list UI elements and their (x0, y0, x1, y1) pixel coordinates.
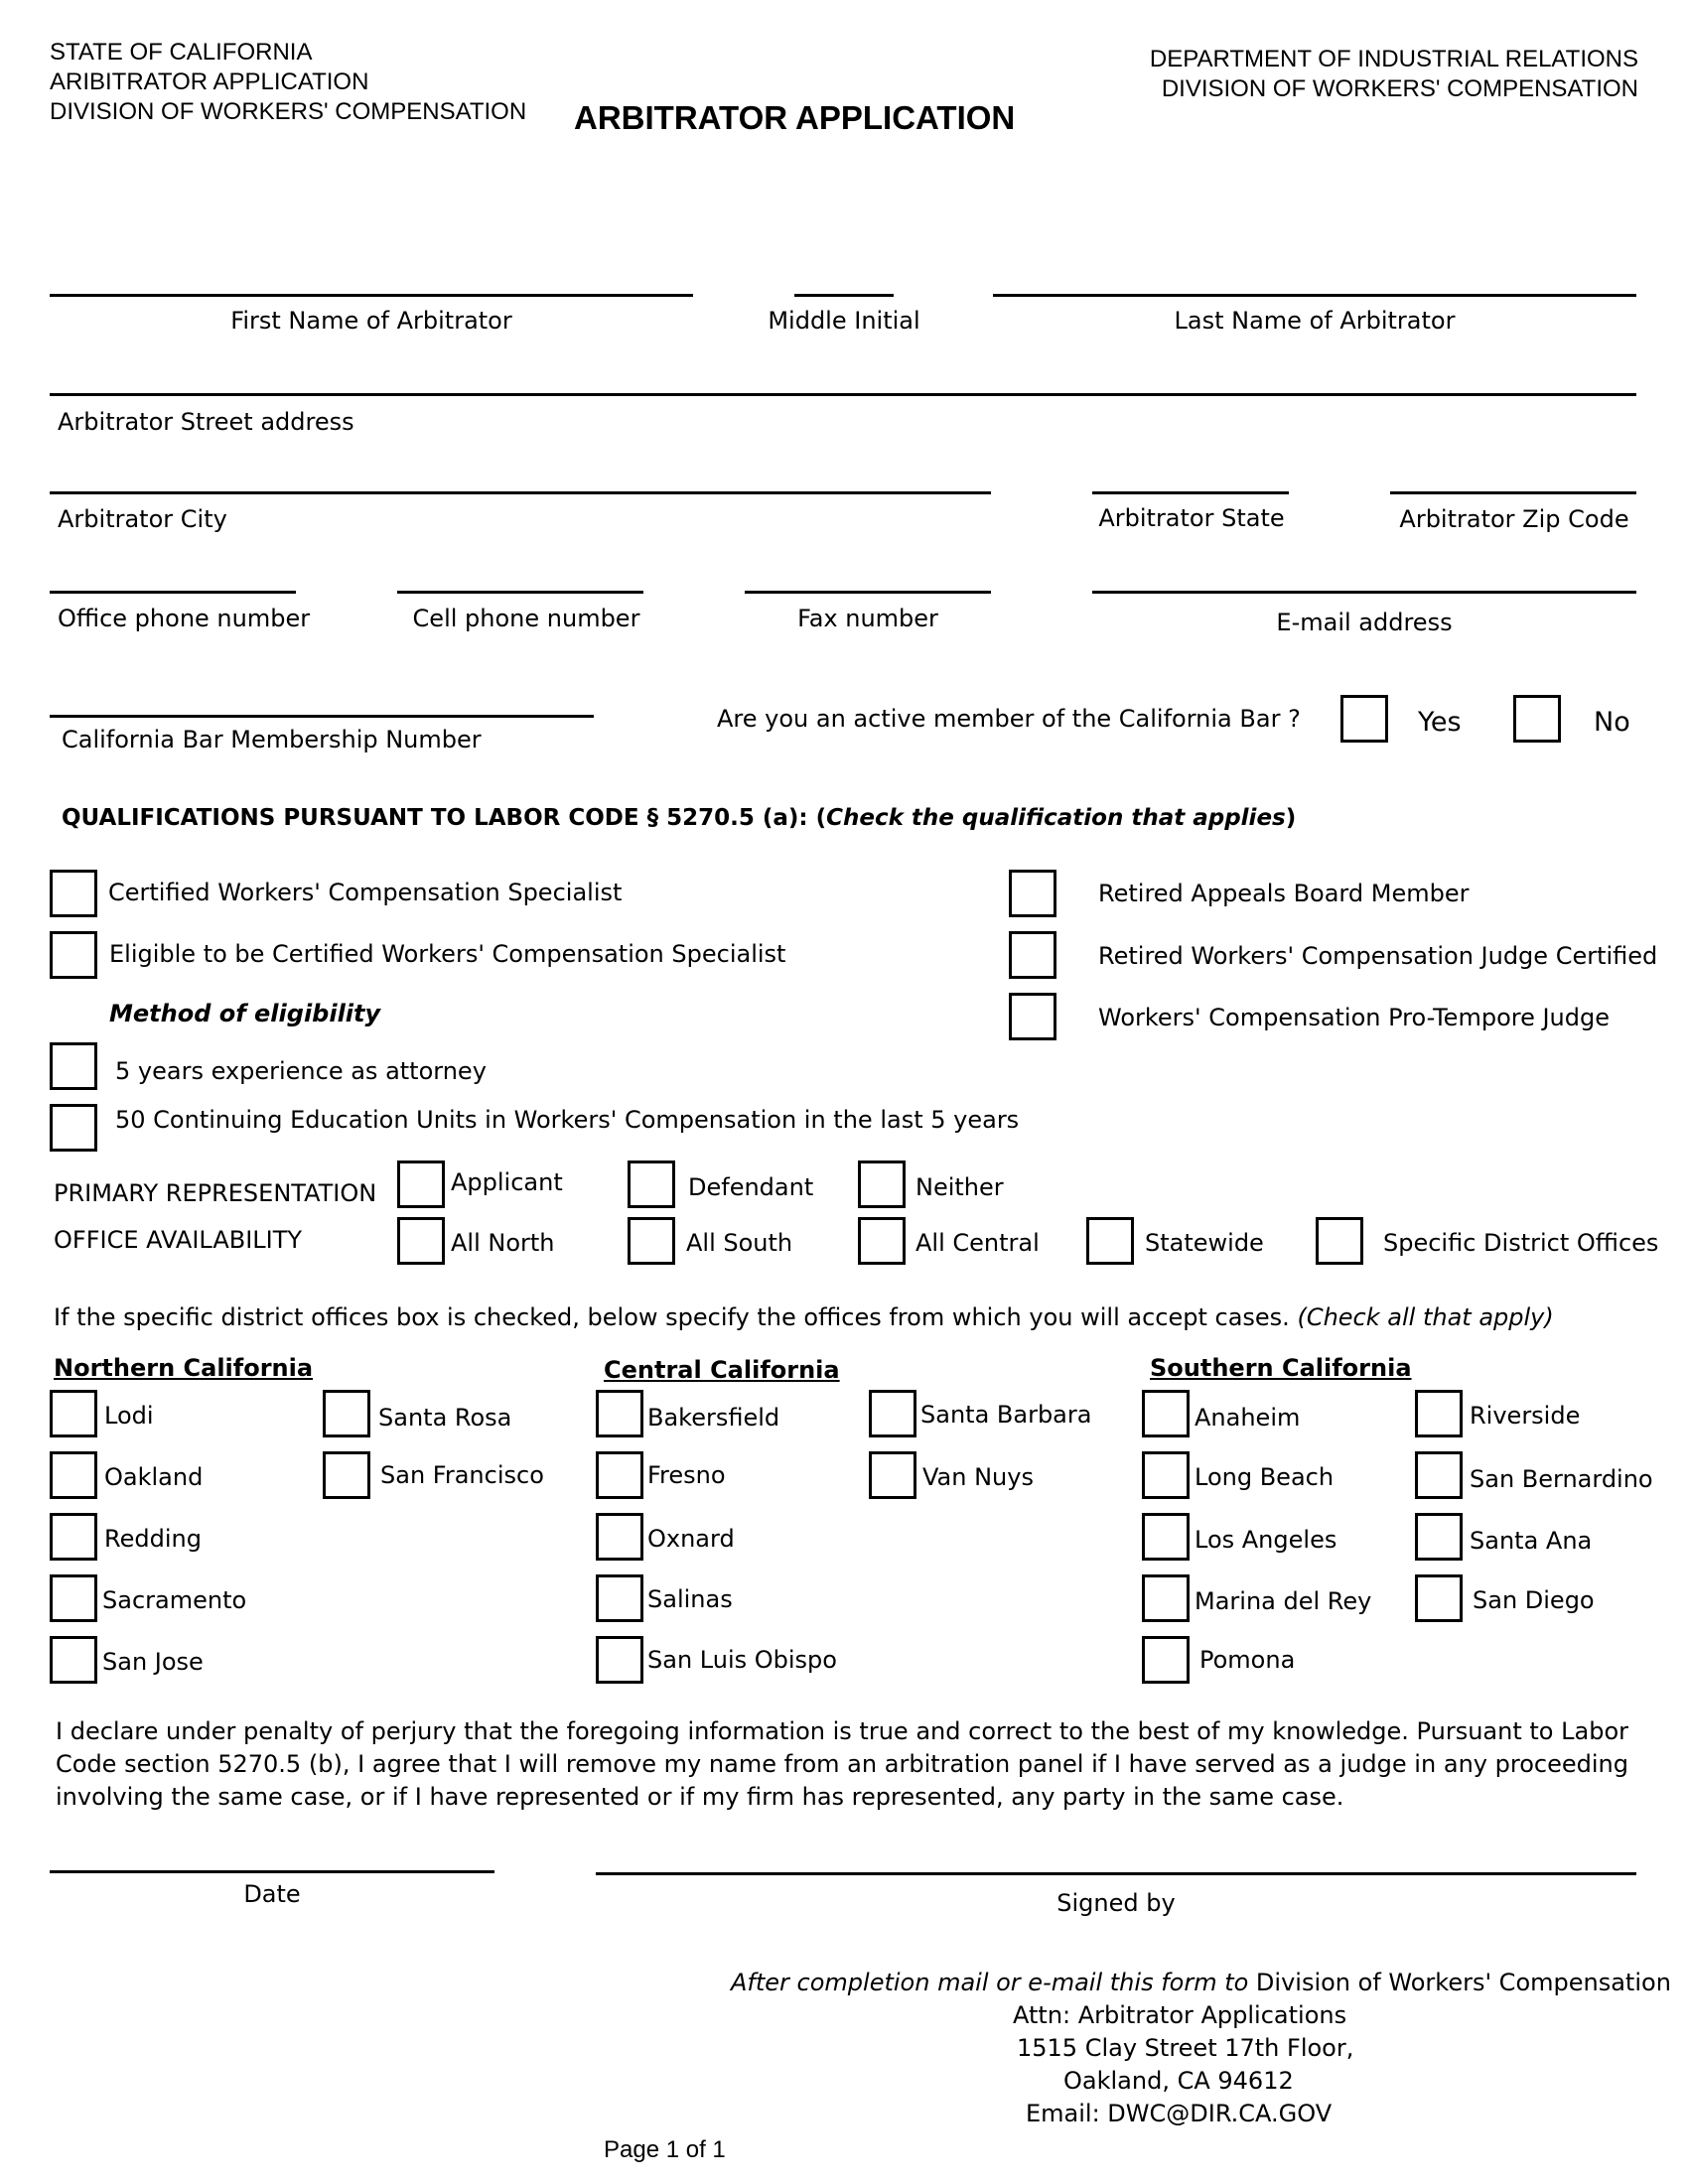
office-santa-barbara-label: Santa Barbara (920, 1401, 1092, 1429)
office-riverside-checkbox[interactable] (1415, 1390, 1463, 1437)
ceu-label: 50 Continuing Education Units in Workers' Compensation in the last 5 years (115, 1106, 1020, 1134)
bar-number-input[interactable] (50, 681, 598, 717)
city-label: Arbitrator City (58, 505, 227, 533)
office-bakersfield-checkbox[interactable] (596, 1390, 643, 1437)
email-line (1092, 591, 1636, 594)
statewide-label: Statewide (1145, 1229, 1264, 1257)
zip-input[interactable] (1390, 458, 1640, 493)
representation-label: PRIMARY REPRESENTATION (54, 1179, 377, 1207)
qualifications-heading: QUALIFICATIONS PURSUANT TO LABOR CODE § 5270.5 (a): (Check the qualification that applies) (62, 805, 1297, 831)
neither-checkbox[interactable] (858, 1160, 906, 1208)
street-label: Arbitrator Street address (58, 408, 354, 436)
office-long-beach-checkbox[interactable] (1142, 1451, 1190, 1499)
office-salinas-checkbox[interactable] (596, 1574, 643, 1622)
eligible-specialist-checkbox[interactable] (50, 931, 97, 979)
mailing-email: Email: DWC@DIR.CA.GOV (1026, 2100, 1333, 2127)
pro-tem-judge-checkbox[interactable] (1009, 993, 1056, 1040)
signed-by-label: Signed by (1056, 1889, 1176, 1917)
cell-phone-input[interactable] (397, 557, 647, 593)
declaration-text: I declare under penalty of perjury that the foregoing information is true and correct to the best of my knowledge. Pursuant to Labor Code section 5270.5 (b), I agree that I will remove my name from an arbitration panel if I have served as a judge in any proceeding involving the same case, or if I have represented or if my firm has represented, any party in the same case. (56, 1717, 1628, 1811)
first-name-label: First Name of Arbitrator (230, 307, 512, 335)
office-san-luis-obispo-checkbox[interactable] (596, 1636, 643, 1684)
last-name-input[interactable] (993, 260, 1640, 296)
zip-line (1390, 491, 1636, 494)
state-label: Arbitrator State (1098, 504, 1285, 532)
eligible-specialist-label: Eligible to be Certified Workers' Compensation Specialist (109, 940, 786, 968)
office-long-beach-label: Long Beach (1195, 1463, 1335, 1491)
applicant-checkbox[interactable] (397, 1160, 445, 1208)
office-oxnard-label: Oxnard (647, 1525, 735, 1553)
region-title-central: Central California (604, 1356, 840, 1384)
bar-number-label: California Bar Membership Number (62, 726, 482, 753)
office-bakersfield-label: Bakersfield (647, 1404, 780, 1432)
district-instruction: If the specific district offices box is checked, below specify the offices from which you will accept cases. (Check all that apply) (54, 1303, 1554, 1331)
header-division-right: DIVISION OF WORKERS' COMPENSATION (1161, 75, 1638, 102)
office-san-diego-label: San Diego (1473, 1586, 1595, 1614)
date-input[interactable] (50, 1837, 498, 1872)
all-central-checkbox[interactable] (858, 1217, 906, 1265)
office-santa-barbara-checkbox[interactable] (869, 1390, 916, 1437)
state-input[interactable] (1092, 458, 1293, 493)
office-riverside-label: Riverside (1470, 1402, 1581, 1430)
signature-line (596, 1872, 1636, 1875)
mailing-attn: Attn: Arbitrator Applications (1013, 2001, 1347, 2029)
office-marina-del-rey-label: Marina del Rey (1195, 1587, 1372, 1615)
office-phone-label: Office phone number (58, 605, 311, 632)
certified-specialist-label: Certified Workers' Compensation Specialist (108, 879, 623, 906)
applicant-label: Applicant (451, 1168, 563, 1196)
defendant-label: Defendant (688, 1173, 814, 1201)
mailing-instruction: After completion mail or e-mail this form to Division of Workers' Compensation (731, 1969, 1671, 1996)
office-anaheim-checkbox[interactable] (1142, 1390, 1190, 1437)
specific-offices-label: Specific District Offices (1383, 1229, 1659, 1257)
date-line (50, 1870, 494, 1873)
office-phone-input[interactable] (50, 557, 300, 593)
first-name-line (50, 294, 693, 297)
page-title: ARBITRATOR APPLICATION (574, 99, 1016, 136)
office-los-angeles-checkbox[interactable] (1142, 1513, 1190, 1561)
office-marina-del-rey-checkbox[interactable] (1142, 1574, 1190, 1622)
bar-no-label: No (1594, 707, 1630, 738)
office-san-jose-checkbox[interactable] (50, 1636, 97, 1684)
availability-label: OFFICE AVAILABILITY (54, 1226, 303, 1254)
bar-yes-checkbox[interactable] (1340, 695, 1388, 743)
specific-offices-checkbox[interactable] (1316, 1217, 1363, 1265)
zip-label: Arbitrator Zip Code (1399, 505, 1629, 533)
cell-phone-line (397, 591, 643, 594)
office-san-francisco-label: San Francisco (380, 1461, 544, 1489)
office-redding-label: Redding (104, 1525, 202, 1553)
office-oakland-checkbox[interactable] (50, 1451, 97, 1499)
mailing-street: 1515 Clay Street 17th Floor, (1017, 2034, 1354, 2062)
header-department: DEPARTMENT OF INDUSTRIAL RELATIONS (1149, 46, 1638, 72)
bar-question: Are you an active member of the California Bar ? (717, 705, 1301, 733)
retired-board-label: Retired Appeals Board Member (1098, 880, 1470, 907)
last-name-label: Last Name of Arbitrator (1174, 307, 1456, 335)
street-line (50, 393, 1636, 396)
office-oxnard-checkbox[interactable] (596, 1513, 643, 1561)
office-santa-ana-checkbox[interactable] (1415, 1513, 1463, 1561)
all-south-label: All South (686, 1229, 793, 1257)
region-title-south: Southern California (1150, 1354, 1412, 1382)
statewide-checkbox[interactable] (1086, 1217, 1134, 1265)
page-number: Page 1 of 1 (604, 2136, 726, 2163)
all-central-label: All Central (915, 1229, 1040, 1257)
ceu-checkbox[interactable] (50, 1104, 97, 1152)
office-salinas-label: Salinas (647, 1585, 733, 1613)
office-santa-rosa-checkbox[interactable] (323, 1390, 370, 1437)
office-san-francisco-checkbox[interactable] (323, 1451, 370, 1499)
certified-specialist-checkbox[interactable] (50, 870, 97, 917)
office-sacramento-label: Sacramento (102, 1586, 247, 1614)
office-santa-rosa-label: Santa Rosa (378, 1404, 512, 1432)
bar-yes-label: Yes (1418, 707, 1462, 738)
state-line (1092, 491, 1289, 494)
five-years-checkbox[interactable] (50, 1042, 97, 1090)
date-label: Date (243, 1880, 301, 1908)
five-years-label: 5 years experience as attorney (115, 1057, 487, 1085)
signature-input[interactable] (596, 1839, 1640, 1874)
cell-phone-label: Cell phone number (412, 605, 640, 632)
retired-judge-label: Retired Workers' Compensation Judge Certified (1098, 942, 1658, 970)
email-input[interactable] (1092, 557, 1640, 593)
last-name-line (993, 294, 1636, 297)
bar-number-line (50, 715, 594, 718)
office-lodi-label: Lodi (104, 1402, 154, 1430)
street-input[interactable] (50, 359, 1640, 395)
office-phone-line (50, 591, 296, 594)
header-state: STATE OF CALIFORNIA (50, 39, 313, 66)
pro-tem-judge-label: Workers' Compensation Pro-Tempore Judge (1098, 1004, 1611, 1031)
office-pomona-checkbox[interactable] (1142, 1636, 1190, 1684)
office-oakland-label: Oakland (104, 1463, 204, 1491)
middle-initial-input[interactable] (794, 260, 898, 296)
office-lodi-checkbox[interactable] (50, 1390, 97, 1437)
office-anaheim-label: Anaheim (1195, 1404, 1301, 1432)
retired-judge-checkbox[interactable] (1009, 931, 1056, 979)
middle-initial-line (794, 294, 894, 297)
retired-board-checkbox[interactable] (1009, 870, 1056, 917)
office-van-nuys-label: Van Nuys (922, 1463, 1034, 1491)
office-santa-ana-label: Santa Ana (1470, 1527, 1593, 1555)
neither-label: Neither (915, 1173, 1004, 1201)
office-pomona-label: Pomona (1199, 1646, 1296, 1674)
fax-label: Fax number (797, 605, 938, 632)
office-los-angeles-label: Los Angeles (1195, 1526, 1337, 1554)
mailing-city: Oakland, CA 94612 (1063, 2067, 1294, 2095)
office-san-bernardino-label: San Bernardino (1470, 1465, 1653, 1493)
office-san-jose-label: San Jose (102, 1648, 204, 1676)
first-name-input[interactable] (50, 260, 697, 296)
all-north-label: All North (451, 1229, 555, 1257)
all-north-checkbox[interactable] (397, 1217, 445, 1265)
all-south-checkbox[interactable] (628, 1217, 675, 1265)
fax-line (745, 591, 991, 594)
bar-no-checkbox[interactable] (1513, 695, 1561, 743)
office-san-bernardino-checkbox[interactable] (1415, 1451, 1463, 1499)
method-label: Method of eligibility (109, 1000, 381, 1027)
office-redding-checkbox[interactable] (50, 1513, 97, 1561)
middle-initial-label: Middle Initial (768, 307, 920, 335)
office-sacramento-checkbox[interactable] (50, 1574, 97, 1622)
region-title-north: Northern California (54, 1354, 314, 1382)
office-san-diego-checkbox[interactable] (1415, 1574, 1463, 1622)
fax-input[interactable] (745, 557, 995, 593)
office-fresno-checkbox[interactable] (596, 1451, 643, 1499)
office-van-nuys-checkbox[interactable] (869, 1451, 916, 1499)
office-san-luis-obispo-label: San Luis Obispo (647, 1646, 837, 1674)
header-form-name: ARIBITRATOR APPLICATION (50, 68, 369, 95)
city-line (50, 491, 991, 494)
office-fresno-label: Fresno (647, 1461, 726, 1489)
email-label: E-mail address (1276, 609, 1453, 636)
defendant-checkbox[interactable] (628, 1160, 675, 1208)
header-division-left: DIVISION OF WORKERS' COMPENSATION (50, 98, 527, 125)
city-input[interactable] (50, 458, 995, 493)
